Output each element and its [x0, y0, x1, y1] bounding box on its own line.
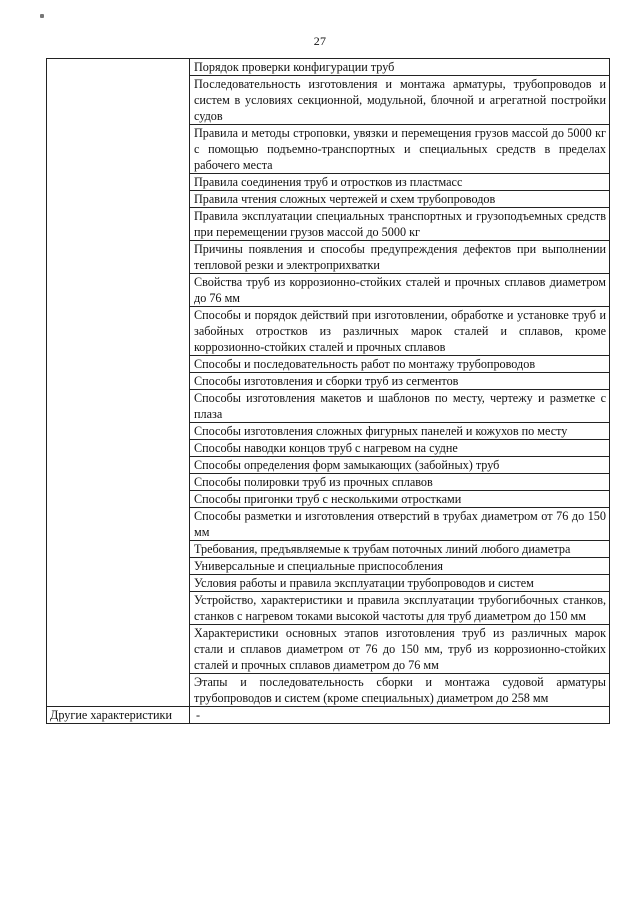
scan-artifact	[40, 14, 44, 18]
knowledge-item: Характеристики основных этапов изготовления труб из различных марок стали и сплавов диаметром от 76 до 150 мм, труб из коррозионно-стойких сталей и прочных сплавов диаметром до 76 мм	[190, 625, 610, 674]
page-number: 27	[313, 34, 327, 48]
knowledge-item: Правила соединения труб и отростков из пластмасс	[190, 174, 610, 191]
knowledge-item: Способы изготовления и сборки труб из сегментов	[190, 373, 610, 390]
knowledge-item: Устройство, характеристики и правила эксплуатации трубогибочных станков, станков с нагревом токами высокой частоты для труб диаметром до 150 мм	[190, 592, 610, 625]
knowledge-item: Способы изготовления макетов и шаблонов по месту, чертежу и разметке с плаза	[190, 390, 610, 423]
other-characteristics-value: -	[190, 707, 610, 724]
knowledge-item: Способы наводки концов труб с нагревом на судне	[190, 440, 610, 457]
knowledge-item: Способы разметки и изготовления отверстий в трубах диаметром от 76 до 150 мм	[190, 508, 610, 541]
knowledge-item: Порядок проверки конфигурации труб	[190, 59, 610, 76]
knowledge-item: Причины появления и способы предупреждения дефектов при выполнении тепловой резки и электроприхватки	[190, 241, 610, 274]
knowledge-item: Способы и порядок действий при изготовлении, обработке и установке труб и забойных отростков из различных марок сталей и сплавов, кроме коррозионно-стойких сталей и прочных сплавов	[190, 307, 610, 356]
knowledge-item: Правила эксплуатации специальных транспортных и грузоподъемных средств при перемещении грузов массой до 5000 кг	[190, 208, 610, 241]
requirements-table-body	[47, 59, 610, 724]
knowledge-item: Способы пригонки труб с несколькими отростками	[190, 491, 610, 508]
knowledge-item: Правила чтения сложных чертежей и схем трубопроводов	[190, 191, 610, 208]
empty-label-cell	[47, 59, 190, 707]
knowledge-item: Способы определения форм замыкающих (забойных) труб	[190, 457, 610, 474]
knowledge-item: Способы полировки труб из прочных сплавов	[190, 474, 610, 491]
knowledge-item: Способы изготовления сложных фигурных панелей и кожухов по месту	[190, 423, 610, 440]
knowledge-item: Этапы и последовательность сборки и монтажа судовой арматуры трубопроводов и систем (кроме специальных) диаметром до 258 мм	[190, 674, 610, 707]
knowledge-item: Правила и методы строповки, увязки и перемещения грузов массой до 5000 кг с помощью подъемно-транспортных и специальных средств в пределах рабочего места	[190, 125, 610, 174]
knowledge-item: Способы и последовательность работ по монтажу трубопроводов	[190, 356, 610, 373]
knowledge-item: Требования, предъявляемые к трубам поточных линий любого диаметра	[190, 541, 610, 558]
knowledge-item: Универсальные и специальные приспособления	[190, 558, 610, 575]
knowledge-item: Свойства труб из коррозионно-стойких сталей и прочных сплавов диаметром до 76 мм	[190, 274, 610, 307]
table-row	[47, 59, 610, 76]
knowledge-item: Последовательность изготовления и монтажа арматуры, трубопроводов и систем в условиях секционной, модульной, блочной и агрегатной постройки судов	[190, 76, 610, 125]
table-row-other-characteristics	[47, 707, 610, 724]
knowledge-item: Условия работы и правила эксплуатации трубопроводов и систем	[190, 575, 610, 592]
other-characteristics-label: Другие характеристики	[47, 707, 190, 724]
requirements-table	[46, 58, 610, 724]
